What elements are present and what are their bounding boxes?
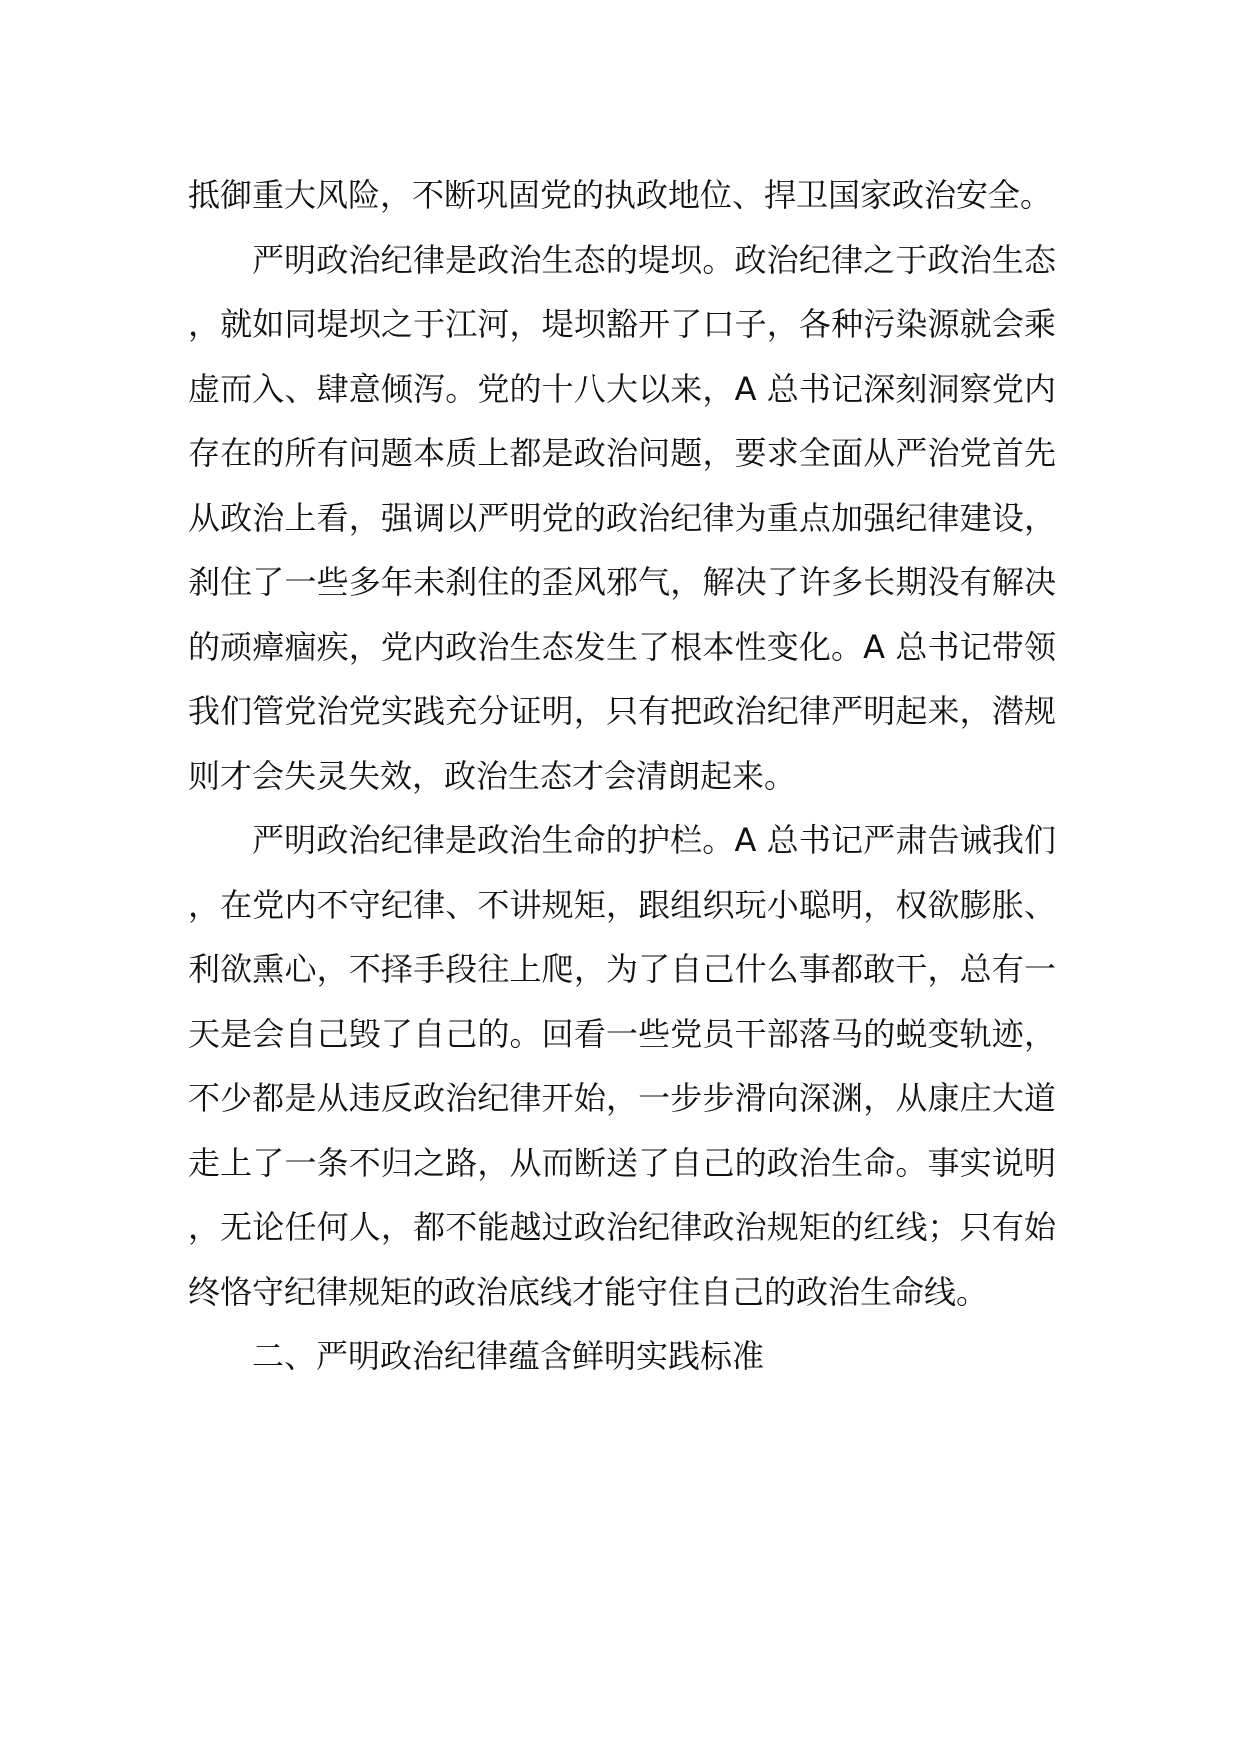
paragraph-political-life: 严明政治纪律是政治生命的护栏。A 总书记严肃告诫我们，在党内不守纪律、不讲规矩，跟组织玩小聪明，权欲膨胀、利欲熏心，不择手段往上爬，为了自己什么事都敢干，总有一天是会自己毁了自己的。回看一些党员干部落马的蜕变轨迹，不少都是从违反政治纪律开始，一步步滑向深渊，从康庄大道走上了一条不归之路，从而断送了自己的政治生命。事实说明，无论任何人，都不能越过政治纪律政治规矩的红线；只有始终恪守纪律规矩的政治底线才能守住自己的政治生命线。 xyxy=(188,821,1056,1311)
paragraph-political-ecology: 严明政治纪律是政治生态的堤坝。政治纪律之于政治生态，就如同堤坝之于江河，堤坝豁开了口子，各种污染源就会乘虚而入、肆意倾泻。党的十八大以来，A 总书记深刻洞察党内存在的所有问题本质上都是政治问题，要求全面从严治党首先从政治上看，强调以严明党的政治纪律为重点加强纪律建设，刹住了一些多年未刹住的歪风邪气，解决了许多长期没有解决的顽瘴痼疾，党内政治生态发生了根本性变化。A 总书记带领我们管党治党实践充分证明，只有把政治纪律严明起来，潜规则才会失灵失效，政治生态才会清朗起来。 xyxy=(188,240,1056,795)
document-body xyxy=(188,163,1056,1389)
section-heading: 二、严明政治纪律蕴含鲜明实践标准 xyxy=(252,1337,765,1375)
paragraph-continuation: 抵御重大风险，不断巩固党的执政地位、捍卫国家政治安全。 xyxy=(188,176,1053,214)
